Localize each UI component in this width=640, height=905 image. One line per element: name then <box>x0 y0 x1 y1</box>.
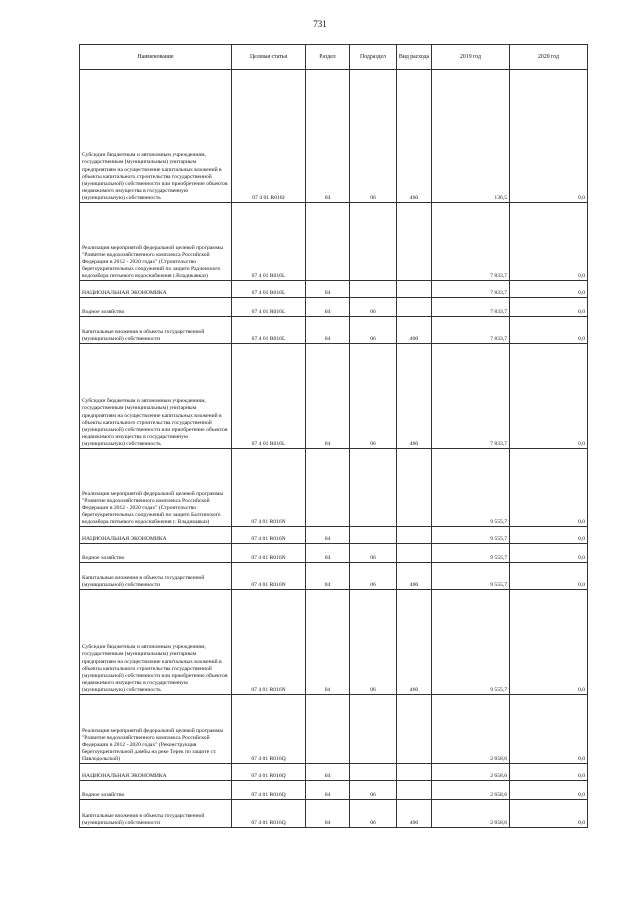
row-name-cell <box>80 563 232 590</box>
header-expense-type: Вид расхода <box>397 45 432 70</box>
row-code: 07 4 01 R016J <box>232 70 306 203</box>
row-section <box>306 695 350 764</box>
table-row <box>80 203 588 281</box>
row-2019: 9 555,7 <box>432 449 510 527</box>
row-2020: 0,0 <box>510 590 588 695</box>
row-name-cell <box>80 764 232 781</box>
row-section: 04 <box>306 563 350 590</box>
row-code: 07 4 01 R016N <box>232 449 306 527</box>
table-row <box>80 781 588 800</box>
row-section: 04 <box>306 344 350 449</box>
row-name: Водное хозяйство <box>82 554 125 561</box>
table-row <box>80 695 588 764</box>
row-expense-type <box>397 544 432 563</box>
row-2020: 0,0 <box>510 544 588 563</box>
row-subsection: 06 <box>350 590 397 695</box>
row-code: 07 4 01 R016Q <box>232 695 306 764</box>
row-section: 04 <box>306 70 350 203</box>
row-code: 07 4 01 R016N <box>232 527 306 544</box>
row-subsection: 06 <box>350 563 397 590</box>
row-2019: 7 833,7 <box>432 203 510 281</box>
row-expense-type: 400 <box>397 800 432 828</box>
row-name-cell <box>80 298 232 317</box>
row-name: Реализация мероприятий федеральной целевой программы "Развитие водохозяйственного комплекса Российской Федерации в 2012 - 2020 годах" (Реконструкция берегоукрепительной дамбы на реке Терек по защите ст. Павлодольской) <box>82 727 224 762</box>
table-row <box>80 449 588 527</box>
row-name: Капитальные вложения в объекты государственной (муниципальной) собственности <box>82 574 205 588</box>
row-subsection: 06 <box>350 317 397 344</box>
row-2020: 0,0 <box>510 344 588 449</box>
row-name-cell <box>80 527 232 544</box>
row-2019: 7 833,7 <box>432 317 510 344</box>
header-2020: 2020 год <box>510 45 588 70</box>
row-expense-type <box>397 695 432 764</box>
row-2020: 0,0 <box>510 317 588 344</box>
row-code: 07 4 01 R016Q <box>232 764 306 781</box>
row-subsection: 06 <box>350 544 397 563</box>
row-name: Капитальные вложения в объекты государственной (муниципальной) собственности <box>82 328 205 342</box>
row-subsection: 06 <box>350 298 397 317</box>
row-name: Субсидии бюджетным и автономным учреждениям, государственным (муниципальным) унитарным предприятиям на осуществление капитальных вложений в объекты капитального строительства государственной (муниципальной) собственности или приобретение объектов недвижимого имущества в государственную (муниципальную) собственность <box>82 398 228 447</box>
row-code: 07 4 01 R016N <box>232 590 306 695</box>
budget-table <box>79 44 588 828</box>
row-name: Реализация мероприятий федеральной целевой программы "Развитие водохозяйственного комплекса Российской Федерации в 2012 - 2020 годах" (Строительство берегоукрепительных сооружений по защите Радченского водозабора питьевого водоснабжения г.Владикавказ) <box>82 244 224 279</box>
row-name-cell <box>80 203 232 281</box>
row-2020: 0,0 <box>510 800 588 828</box>
row-expense-type: 400 <box>397 317 432 344</box>
row-section: 04 <box>306 800 350 828</box>
row-2020: 0,0 <box>510 449 588 527</box>
row-code: 07 4 01 R016N <box>232 544 306 563</box>
row-2020: 0,0 <box>510 695 588 764</box>
row-2019: 136,5 <box>432 70 510 203</box>
row-section <box>306 449 350 527</box>
row-expense-type <box>397 203 432 281</box>
header-subsection: Подраздел <box>350 45 397 70</box>
row-2019: 7 833,7 <box>432 344 510 449</box>
row-subsection: 06 <box>350 781 397 800</box>
row-expense-type <box>397 281 432 298</box>
header-code: Целевая статья <box>232 45 306 70</box>
row-2019: 2 658,6 <box>432 764 510 781</box>
row-name: Водное хозяйство <box>82 791 125 798</box>
row-name-cell <box>80 590 232 695</box>
row-code: 07 4 01 R016L <box>232 203 306 281</box>
row-name: Капитальные вложения в объекты государственной (муниципальной) собственности <box>82 812 205 826</box>
row-subsection: 06 <box>350 344 397 449</box>
row-name-cell <box>80 781 232 800</box>
row-expense-type <box>397 527 432 544</box>
row-name-cell <box>80 544 232 563</box>
table-row <box>80 344 588 449</box>
row-expense-type <box>397 298 432 317</box>
row-code: 07 4 01 R016N <box>232 563 306 590</box>
row-section: 04 <box>306 544 350 563</box>
row-subsection: 06 <box>350 70 397 203</box>
row-2019: 2 658,6 <box>432 781 510 800</box>
header-2019: 2019 год <box>432 45 510 70</box>
page-number: 731 <box>313 19 327 29</box>
table-header-row <box>80 45 588 70</box>
row-2019: 2 658,6 <box>432 800 510 828</box>
table-row <box>80 317 588 344</box>
row-2020: 0,0 <box>510 203 588 281</box>
row-2020: 0,0 <box>510 563 588 590</box>
row-section: 04 <box>306 781 350 800</box>
row-name-cell <box>80 317 232 344</box>
table-row <box>80 764 588 781</box>
row-expense-type <box>397 781 432 800</box>
row-section: 04 <box>306 298 350 317</box>
row-subsection <box>350 281 397 298</box>
row-2019: 9 555,7 <box>432 544 510 563</box>
table-row <box>80 590 588 695</box>
table-row <box>80 544 588 563</box>
row-expense-type <box>397 764 432 781</box>
row-subsection <box>350 764 397 781</box>
row-subsection: 06 <box>350 800 397 828</box>
row-2019: 2 658,6 <box>432 695 510 764</box>
row-code: 07 4 01 R016Q <box>232 800 306 828</box>
row-section: 04 <box>306 590 350 695</box>
row-2019: 7 833,7 <box>432 298 510 317</box>
row-name: Субсидии бюджетным и автономным учреждениям, государственным (муниципальным) унитарным предприятиям на осуществление капитальных вложений в объекты капитального строительства государственной (муниципальной) собственности или приобретение объектов недвижимого имущества в государственную (муниципальную) собственность <box>82 152 228 201</box>
row-name: Реализация мероприятий федеральной целевой программы "Развитие водохозяйственного комплекса Российской Федерации в 2012 - 2020 годах" (Строительство берегоукрепительных сооружений по защите Балтинского водозабора питьевого водоснабжения г. Владикавказ) <box>82 490 224 525</box>
row-name-cell <box>80 281 232 298</box>
table-row <box>80 281 588 298</box>
table-row <box>80 70 588 203</box>
header-section: Раздел <box>306 45 350 70</box>
row-name-cell <box>80 344 232 449</box>
header-name: Наименование <box>80 45 232 70</box>
row-2019: 7 833,7 <box>432 281 510 298</box>
row-section: 04 <box>306 281 350 298</box>
row-subsection <box>350 695 397 764</box>
row-name-cell <box>80 449 232 527</box>
row-2020: 0,0 <box>510 281 588 298</box>
row-expense-type: 460 <box>397 344 432 449</box>
row-2019: 9 555,7 <box>432 590 510 695</box>
row-2019: 9 555,7 <box>432 527 510 544</box>
row-code: 07 4 01 R016L <box>232 298 306 317</box>
row-2020: 0,0 <box>510 527 588 544</box>
row-2020: 0,0 <box>510 70 588 203</box>
row-2020: 0,0 <box>510 781 588 800</box>
row-section: 04 <box>306 764 350 781</box>
row-2020: 0,0 <box>510 298 588 317</box>
row-2020: 0,0 <box>510 764 588 781</box>
row-expense-type: 460 <box>397 590 432 695</box>
row-code: 07 4 01 R016L <box>232 344 306 449</box>
row-section <box>306 203 350 281</box>
row-section: 04 <box>306 317 350 344</box>
row-name: НАЦИОНАЛЬНАЯ ЭКОНОМИКА <box>82 535 167 542</box>
row-expense-type: 400 <box>397 563 432 590</box>
table-row <box>80 563 588 590</box>
row-subsection <box>350 449 397 527</box>
row-code: 07 4 01 R016Q <box>232 781 306 800</box>
row-subsection <box>350 203 397 281</box>
table-row <box>80 298 588 317</box>
row-name-cell <box>80 695 232 764</box>
row-code: 07 4 01 R016L <box>232 317 306 344</box>
row-2019: 9 555,7 <box>432 563 510 590</box>
row-name: НАЦИОНАЛЬНАЯ ЭКОНОМИКА <box>82 289 167 296</box>
row-name: Субсидии бюджетным и автономным учреждениям, государственным (муниципальным) унитарным предприятиям на осуществление капитальных вложений в объекты капитального строительства государственной (муниципальной) собственности или приобретение объектов недвижимого имущества в государственную (муниципальную) собственность <box>82 644 228 693</box>
table-row <box>80 800 588 828</box>
table-row <box>80 527 588 544</box>
row-name: Водное хозяйство <box>82 308 125 315</box>
row-name: НАЦИОНАЛЬНАЯ ЭКОНОМИКА <box>82 772 167 779</box>
row-expense-type <box>397 449 432 527</box>
row-subsection <box>350 527 397 544</box>
row-code: 07 4 01 R016L <box>232 281 306 298</box>
row-name-cell <box>80 70 232 203</box>
row-expense-type: 460 <box>397 70 432 203</box>
row-section: 04 <box>306 527 350 544</box>
row-name-cell <box>80 800 232 828</box>
